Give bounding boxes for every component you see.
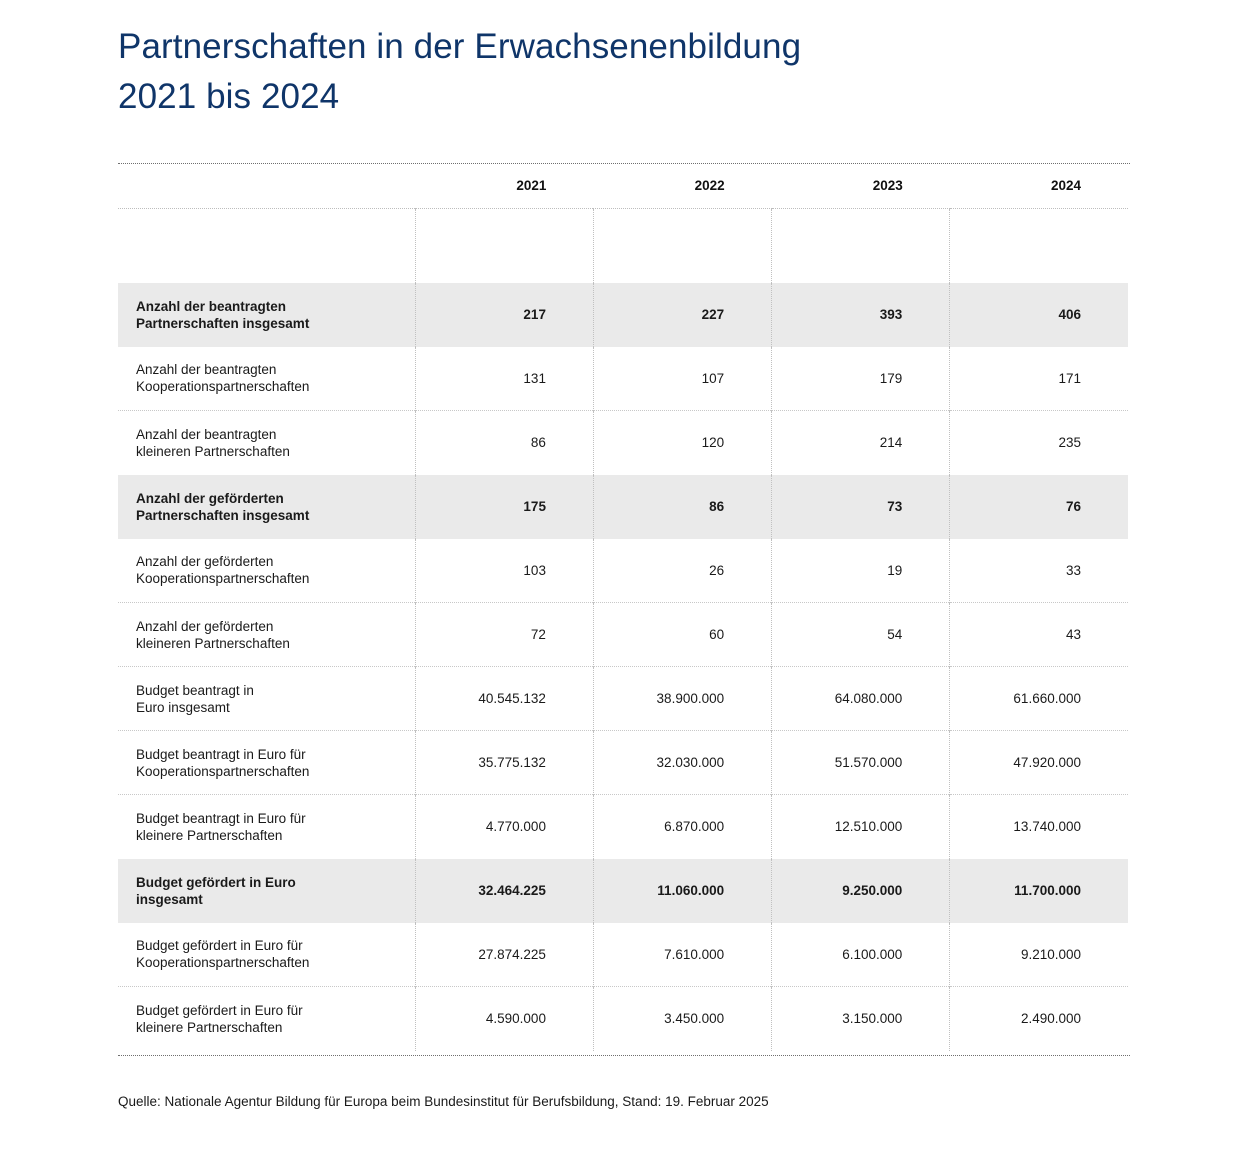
row-label-line-2: insgesamt [136, 891, 203, 907]
table-row [118, 411, 1128, 475]
cell-2023: 214 [772, 411, 950, 475]
cell-2022: 3.450.000 [593, 987, 771, 1051]
cell-2023: 3.150.000 [772, 987, 950, 1051]
page-title-line-2: 2021 bis 2024 [118, 77, 340, 116]
page-title [118, 22, 1068, 122]
table-header-row [118, 163, 1128, 208]
row-label-line-2: Kooperationspartnerschaften [136, 763, 310, 779]
column-header-2021: 2021 [516, 177, 547, 193]
source-note: Quelle: Nationale Agentur Bildung für Europa beim Bundesinstitut für Berufsbildung, Stand: 19. Februar 2025 [118, 1094, 769, 1109]
cell-2022: 32.030.000 [593, 731, 771, 795]
cell-2024: 13.740.000 [950, 795, 1128, 859]
row-label-line-2: Euro insgesamt [136, 699, 230, 715]
cell-2024: 47.920.000 [950, 731, 1128, 795]
cell-2021: 86 [415, 411, 593, 475]
row-label-line-2: Kooperationspartnerschaften [136, 571, 310, 587]
row-label [118, 475, 415, 539]
table-row [118, 283, 1128, 347]
cell-2021: 103 [415, 539, 593, 603]
cell-2023: 51.570.000 [772, 731, 950, 795]
row-label-line-2: Kooperationspartnerschaften [136, 955, 310, 971]
cell-2021: 35.775.132 [415, 731, 593, 795]
row-label-line-1: Anzahl der beantragten [136, 362, 277, 378]
cell-2023: 9.250.000 [772, 859, 950, 923]
cell-2022: 26 [593, 539, 771, 603]
table-row [118, 859, 1128, 923]
cell-2023: 19 [772, 539, 950, 603]
cell-2023: 393 [772, 283, 950, 347]
cell-2023: 179 [772, 347, 950, 411]
header-spacer-cell-2022 [593, 209, 771, 283]
row-label-line-2: kleineren Partnerschaften [136, 635, 290, 651]
row-label-line-1: Budget beantragt in [136, 682, 254, 698]
cell-2022: 107 [593, 347, 771, 411]
cell-2021: 72 [415, 603, 593, 667]
cell-2024: 406 [950, 283, 1128, 347]
cell-2022: 86 [593, 475, 771, 539]
header-spacer-label-cell [118, 209, 415, 283]
table-row [118, 987, 1128, 1051]
cell-2022: 6.870.000 [593, 795, 771, 859]
cell-2022: 60 [593, 603, 771, 667]
cell-2021: 131 [415, 347, 593, 411]
header-spacer-cell-2021 [415, 209, 593, 283]
header-spacer-row [118, 209, 1128, 283]
cell-2024: 235 [950, 411, 1128, 475]
row-label-line-1: Anzahl der beantragten [136, 426, 277, 442]
table-row [118, 667, 1128, 731]
cell-2021: 27.874.225 [415, 923, 593, 987]
row-label [118, 795, 415, 859]
column-header-2022: 2022 [694, 177, 725, 193]
table-bottom-rule [118, 1055, 1130, 1056]
row-label [118, 859, 415, 923]
table-row [118, 539, 1128, 603]
cell-2022: 120 [593, 411, 771, 475]
table-header [118, 163, 1128, 283]
row-label-line-2: Partnerschaften insgesamt [136, 315, 310, 331]
cell-2023: 64.080.000 [772, 667, 950, 731]
cell-2022: 38.900.000 [593, 667, 771, 731]
cell-2024: 171 [950, 347, 1128, 411]
cell-2021: 4.770.000 [415, 795, 593, 859]
cell-2024: 61.660.000 [950, 667, 1128, 731]
cell-2024: 33 [950, 539, 1128, 603]
table-row [118, 475, 1128, 539]
statistics-table [118, 163, 1128, 1051]
row-label [118, 539, 415, 603]
row-label-line-1: Anzahl der geförderten [136, 618, 274, 634]
row-label [118, 731, 415, 795]
cell-2022: 227 [593, 283, 771, 347]
row-label [118, 987, 415, 1051]
row-label [118, 347, 415, 411]
row-label-line-1: Budget gefördert in Euro für [136, 1002, 303, 1018]
cell-2022: 11.060.000 [593, 859, 771, 923]
row-label-line-2: kleinere Partnerschaften [136, 1019, 283, 1035]
table-body [118, 283, 1128, 1051]
cell-2021: 4.590.000 [415, 987, 593, 1051]
row-label-line-1: Anzahl der beantragten [136, 298, 287, 314]
cell-2021: 175 [415, 475, 593, 539]
row-label [118, 411, 415, 475]
column-header-2023: 2023 [872, 177, 903, 193]
row-label-line-2: Partnerschaften insgesamt [136, 507, 310, 523]
cell-2023: 6.100.000 [772, 923, 950, 987]
statistics-table-container [118, 163, 1128, 1051]
cell-2021: 217 [415, 283, 593, 347]
row-label-line-1: Budget beantragt in Euro für [136, 746, 306, 762]
cell-2024: 2.490.000 [950, 987, 1128, 1051]
row-label [118, 667, 415, 731]
cell-2023: 12.510.000 [772, 795, 950, 859]
cell-2021: 40.545.132 [415, 667, 593, 731]
table-row [118, 603, 1128, 667]
row-label-line-2: Kooperationspartnerschaften [136, 379, 310, 395]
table-row [118, 923, 1128, 987]
cell-2024: 76 [950, 475, 1128, 539]
cell-2024: 11.700.000 [950, 859, 1128, 923]
column-header-label [118, 163, 415, 208]
table-row [118, 347, 1128, 411]
row-label-line-1: Budget gefördert in Euro [136, 874, 296, 890]
cell-2021: 32.464.225 [415, 859, 593, 923]
row-label-line-1: Budget beantragt in Euro für [136, 810, 306, 826]
row-label-line-1: Anzahl der geförderten [136, 490, 284, 506]
row-label-line-2: kleinere Partnerschaften [136, 827, 283, 843]
cell-2023: 73 [772, 475, 950, 539]
column-header-2024: 2024 [1050, 177, 1081, 193]
cell-2023: 54 [772, 603, 950, 667]
cell-2022: 7.610.000 [593, 923, 771, 987]
header-spacer-cell-2023 [772, 209, 950, 283]
row-label-line-1: Anzahl der geförderten [136, 554, 274, 570]
page-title-line-1: Partnerschaften in der Erwachsenenbildung [118, 27, 802, 66]
cell-2024: 9.210.000 [950, 923, 1128, 987]
table-row [118, 795, 1128, 859]
row-label-line-1: Budget gefördert in Euro für [136, 938, 303, 954]
row-label [118, 283, 415, 347]
row-label-line-2: kleineren Partnerschaften [136, 443, 290, 459]
row-label [118, 603, 415, 667]
table-row [118, 731, 1128, 795]
row-label [118, 923, 415, 987]
cell-2024: 43 [950, 603, 1128, 667]
header-spacer-cell-2024 [950, 209, 1128, 283]
